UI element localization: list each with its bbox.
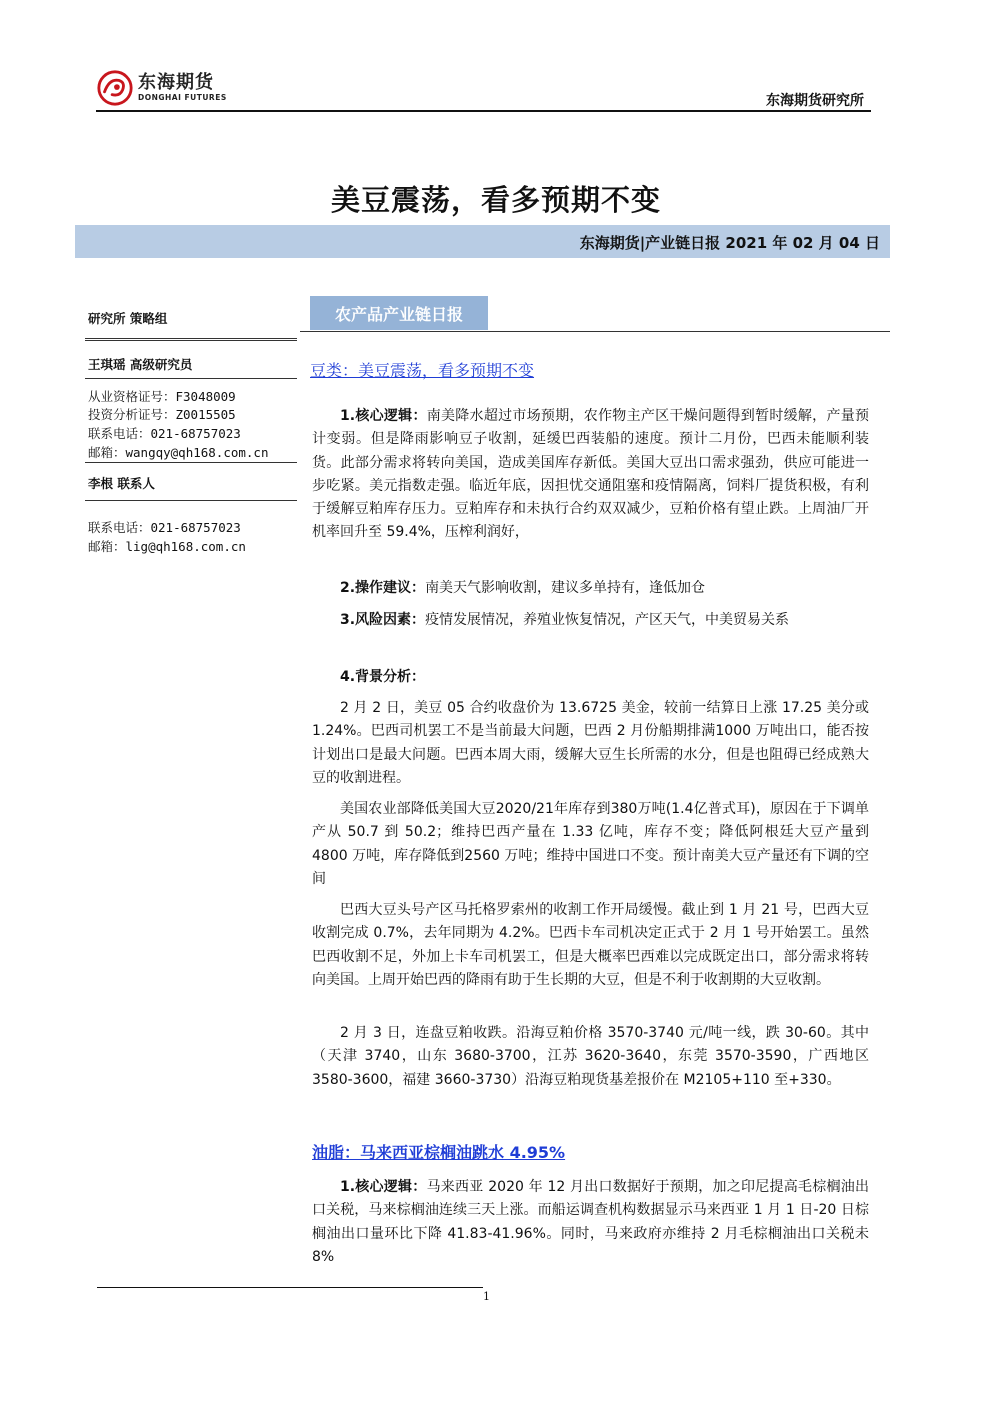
author2-line: 联系电话：021-68757023 bbox=[88, 520, 241, 535]
header-institute: 东海期货研究所 bbox=[766, 93, 864, 109]
banner-text: 东海期货|产业链日报 2021 年 02 月 04 日 bbox=[579, 234, 880, 252]
author1-line: 投资分析证号：Z0015505 bbox=[88, 407, 236, 422]
document-title: 美豆震荡，看多预期不变 bbox=[330, 183, 661, 217]
author1-email: 邮箱：wangqy@qh168.com.cn bbox=[88, 445, 269, 460]
soy-bg-paragraph: 2 月 2 日，美豆 05 合约收盘价为 13.6725 美金，较前一结算日上涨 17.25 美分或 1.24%。巴西司机罢工不是当前最大问题，巴西 2 月份船期排满1000 万吨出口，能否按计划出口是最大问题。巴西本周大雨，缓解大豆生长所需的水分，但是也阻碍已经成熟大豆的收割进程。 bbox=[312, 700, 869, 786]
header-divider bbox=[96, 110, 871, 112]
author1-line: 从业资格证号：F3048009 bbox=[88, 389, 236, 404]
section-divider bbox=[300, 331, 890, 332]
author2-email: 邮箱：lig@qh168.com.cn bbox=[88, 539, 246, 554]
soy-core-label: 1.核心逻辑： bbox=[340, 408, 427, 424]
oil-core-label: 1.核心逻辑： bbox=[340, 1179, 427, 1195]
logo-chinese-name: 东海期货 bbox=[138, 72, 214, 93]
author1-line: 联系电话：021-68757023 bbox=[88, 426, 241, 441]
author1-name: 王琪瑶 高级研究员 bbox=[88, 357, 193, 372]
oil-core-text: 马来西亚 2020 年 12 月出口数据好于预期，加之印尼提高毛棕榈油出口关税，马来棕榈油连续三天上涨。而船运调查机构数据显示马来西亚 1 月 1 日-20 日棕榈油出口量环比下降 41.83-41.96%。同时，马来政府亦维持 2 月毛棕榈油出口关税未 8% bbox=[312, 1179, 870, 1265]
soy-bg-paragraph: 美国农业部降低美国大豆2020/21年库存到380万吨(1.4亿普式耳)，原因在于下调单产从 50.7 到 50.2；维持巴西产量在 1.33 亿吨，库存不变；降低阿根廷大豆产量到4800 万吨，库存降低到2560 万吨；维持中国进口不变。预计南美大豆产量还有下调的空间 bbox=[312, 801, 869, 887]
soy-risk bbox=[312, 609, 869, 632]
soy-advice-label: 2.操作建议： bbox=[340, 580, 426, 596]
soy-advice-text: 南美天气影响收割，建议多单持有，逢低加仓 bbox=[425, 580, 706, 596]
soy-bg-paragraph: 巴西大豆头号产区马托格罗索州的收割工作开局缓慢。截止到 1 月 21 号，巴西大豆收割完成 0.7%，去年同期为 4.2%。巴西卡车司机决定正式于 2 月 1 号开始罢工。虽然巴西收割不足，外加上卡车司机罢工，但是大概率巴西难以完成既定出口，部分需求将转向美国。上周开始巴西的降雨有助于生长期的大豆，但是不利于收割期的大豆收割。 bbox=[312, 902, 869, 988]
soy-heading[interactable]: 豆类：美豆震荡，看多预期不变 bbox=[310, 361, 535, 380]
soy-core-logic bbox=[312, 405, 869, 545]
company-logo bbox=[96, 68, 256, 108]
soy-background bbox=[312, 666, 869, 689]
soy-risk-text: 疫情发展情况，养殖业恢复情况，产区天气，中美贸易关系 bbox=[425, 612, 790, 628]
section-tab: 农产品产业链日报 bbox=[310, 296, 488, 330]
page-number: 1 bbox=[483, 1290, 490, 1303]
sidebar-dept: 研究所 策略组 bbox=[88, 311, 168, 326]
sidebar-divider bbox=[85, 338, 297, 341]
report-banner bbox=[75, 225, 890, 258]
footer-divider bbox=[97, 1287, 483, 1288]
sidebar-divider bbox=[85, 378, 297, 379]
author2-name: 李根 联系人 bbox=[88, 476, 155, 491]
dragon-logo-icon bbox=[96, 69, 134, 107]
soy-bg-label: 4.背景分析： bbox=[340, 669, 426, 685]
soy-bg-paragraph: 2 月 3 日，连盘豆粕收跌。沿海豆粕价格 3570-3740 元/吨一线，跌 30-60。其中（天津 3740，山东 3680-3700，江苏 3620-3640，东莞 3570-3590，广西地区 3580-3600，福建 3660-3730）沿海豆粕现货基差报价在 M2105+110 至+330。 bbox=[312, 1025, 869, 1088]
soy-risk-label: 3.风险因素： bbox=[340, 612, 426, 628]
soy-advice bbox=[312, 577, 869, 600]
sidebar-divider bbox=[85, 462, 297, 463]
logo-english-name: DONGHAI FUTURES bbox=[138, 93, 227, 102]
soy-core-text: 南美降水超过市场预期，农作物主产区干燥问题得到暂时缓解，产量预计变弱。但是降雨影响豆子收割，延缓巴西装船的速度。预计二月份，巴西未能顺利装货。此部分需求将转向美国，造成美国库存新低。美国大豆出口需求强劲，供应可能进一步吃紧。美元指数走强。临近年底，因担忧交通阻塞和疫情隔离，饲料厂提货积极，有利于缓解豆粕库存压力。豆粕库存和未执行合约双双减少，豆粕价格有望止跌。上周油厂开机率回升至 59.4%，压榨利润好， bbox=[312, 408, 869, 541]
oil-core-logic bbox=[312, 1176, 869, 1269]
oil-heading[interactable]: 油脂：马来西亚棕榈油跳水 4.95% bbox=[312, 1143, 566, 1162]
sidebar-divider bbox=[85, 500, 297, 501]
